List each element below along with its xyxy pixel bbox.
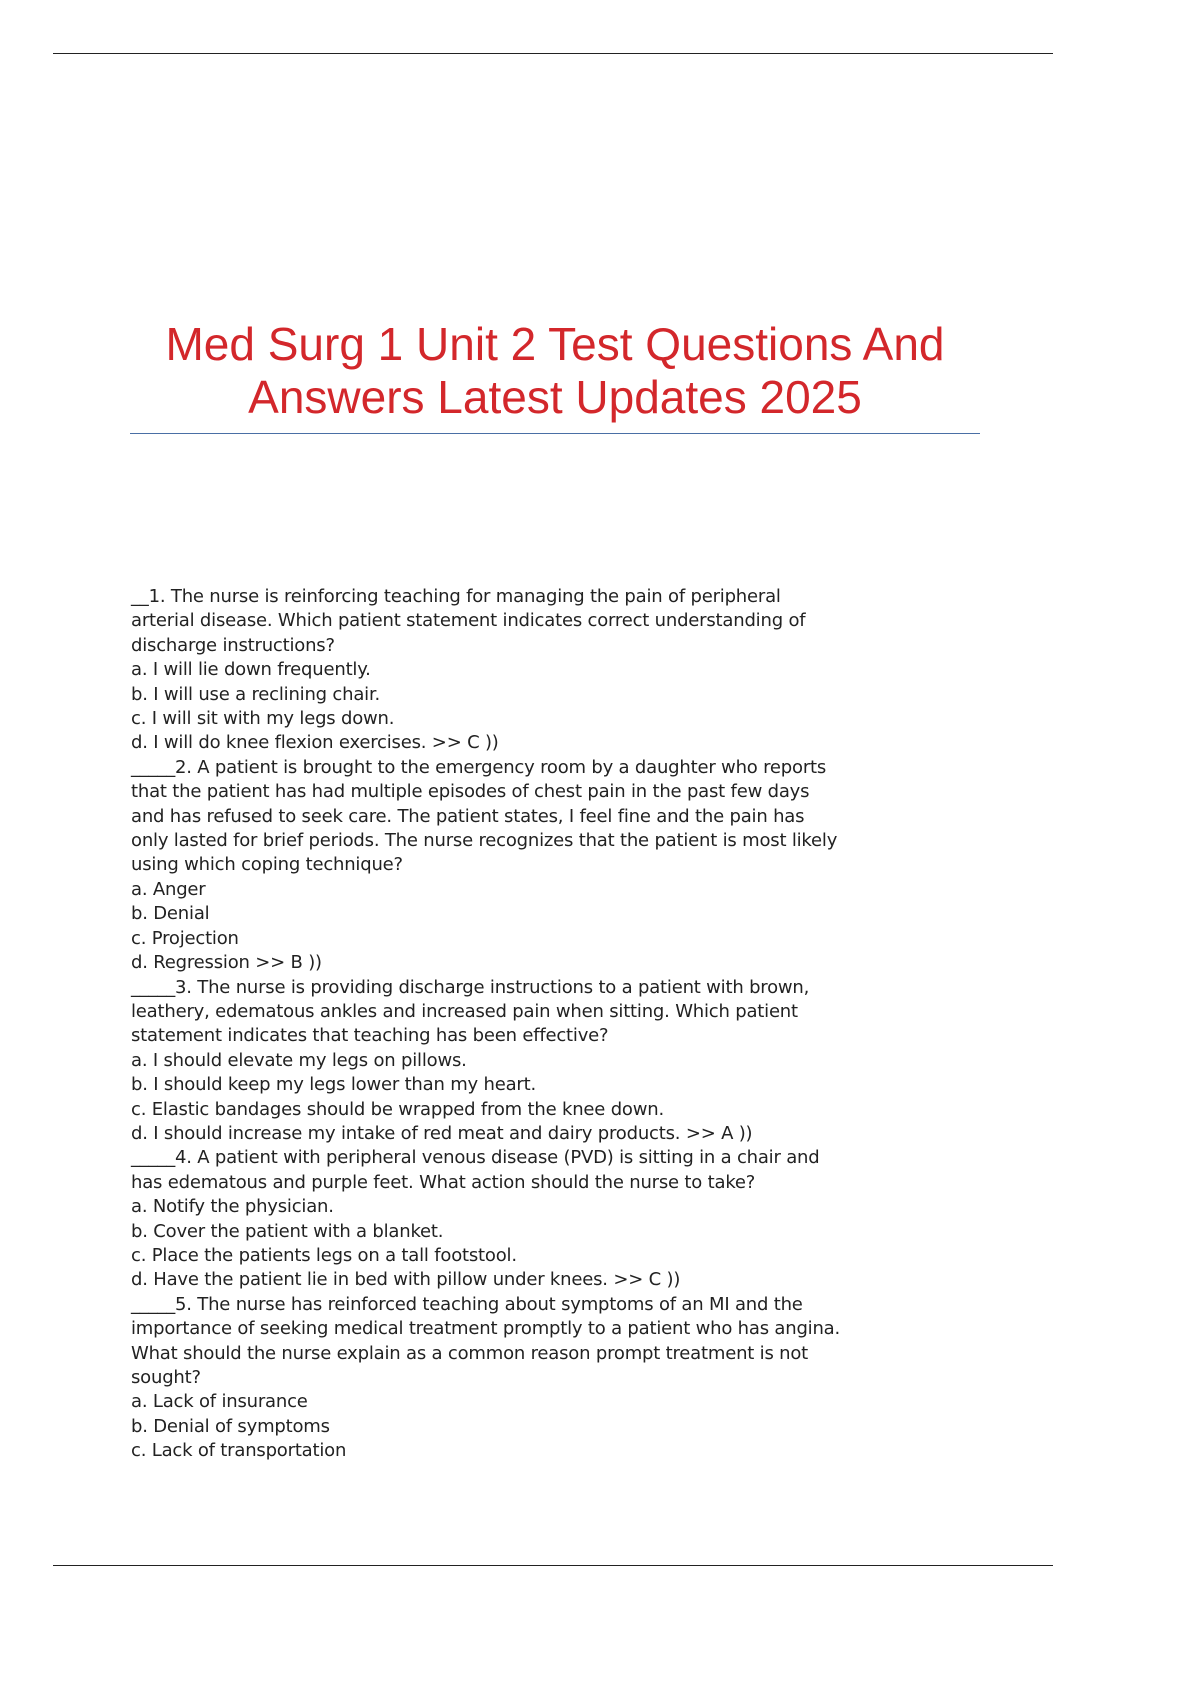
question-3	[131, 976, 971, 1147]
answer-option: c. I will sit with my legs down.	[131, 708, 395, 730]
question-text-line: leathery, edematous ankles and increased pain when sitting. Which patient	[131, 1000, 798, 1022]
top-rule	[53, 53, 1053, 54]
question-text-line: _____5. The nurse has reinforced teaching about symptoms of an MI and the	[131, 1293, 803, 1315]
title-line: Answers Latest Updates 2025	[248, 371, 862, 423]
answer-option: b. Denial	[131, 903, 210, 925]
question-text-line: has edematous and purple feet. What action should the nurse to take?	[131, 1171, 756, 1193]
answer-option: c. Place the patients legs on a tall footstool.	[131, 1244, 517, 1266]
question-text-line: only lasted for brief periods. The nurse recognizes that the patient is most likely	[131, 830, 838, 852]
question-text-line: using which coping technique?	[131, 854, 403, 876]
answer-option: a. Notify the physician.	[131, 1196, 334, 1218]
answer-option: a. I will lie down frequently.	[131, 659, 371, 681]
question-5	[131, 1293, 971, 1464]
answer-option: a. I should elevate my legs on pillows.	[131, 1049, 467, 1071]
answer-option: d. I will do knee flexion exercises. >> C ))	[131, 732, 499, 754]
question-text-line: that the patient has had multiple episodes of chest pain in the past few days	[131, 781, 810, 803]
answer-option: b. I will use a reclining chair.	[131, 683, 381, 705]
title-line: Med Surg 1 Unit 2 Test Questions And	[165, 318, 945, 370]
document-title	[100, 318, 1010, 424]
answer-option: c. Lack of transportation	[131, 1440, 347, 1462]
answer-option: d. Regression >> B ))	[131, 952, 322, 974]
answer-option: a. Anger	[131, 878, 206, 900]
question-2	[131, 756, 971, 976]
question-text-line: _____2. A patient is brought to the emergency room by a daughter who reports	[131, 756, 827, 778]
answer-option: c. Elastic bandages should be wrapped from the knee down.	[131, 1098, 664, 1120]
answer-option: d. I should increase my intake of red meat and dairy products. >> A ))	[131, 1122, 753, 1144]
question-text-line: sought?	[131, 1367, 201, 1388]
question-text-line: arterial disease. Which patient statement indicates correct understanding of	[131, 610, 806, 632]
bottom-rule	[53, 1565, 1053, 1566]
question-text-line: _____3. The nurse is providing discharge instructions to a patient with brown,	[131, 976, 810, 998]
question-text-line: statement indicates that teaching has been effective?	[131, 1025, 609, 1047]
question-text-line: discharge instructions?	[131, 634, 335, 656]
question-text-line: _____4. A patient with peripheral venous disease (PVD) is sitting in a chair and	[131, 1147, 820, 1169]
title-underline	[130, 433, 980, 434]
answer-option: b. Cover the patient with a blanket.	[131, 1220, 444, 1242]
question-1	[131, 585, 971, 756]
answer-option: b. Denial of symptoms	[131, 1415, 330, 1437]
answer-option: a. Lack of insurance	[131, 1391, 308, 1413]
answer-option: d. Have the patient lie in bed with pillow under knees. >> C ))	[131, 1269, 681, 1291]
questions-body	[131, 585, 971, 1464]
question-4	[131, 1146, 971, 1292]
question-text-line: __1. The nurse is reinforcing teaching for managing the pain of peripheral	[131, 586, 781, 607]
question-text-line: and has refused to seek care. The patient states, I feel fine and the pain has	[131, 805, 805, 827]
question-text-line: importance of seeking medical treatment promptly to a patient who has angina.	[131, 1318, 841, 1340]
question-text-line: What should the nurse explain as a common reason prompt treatment is not	[131, 1342, 809, 1364]
answer-option: c. Projection	[131, 927, 239, 949]
answer-option: b. I should keep my legs lower than my heart.	[131, 1074, 537, 1096]
